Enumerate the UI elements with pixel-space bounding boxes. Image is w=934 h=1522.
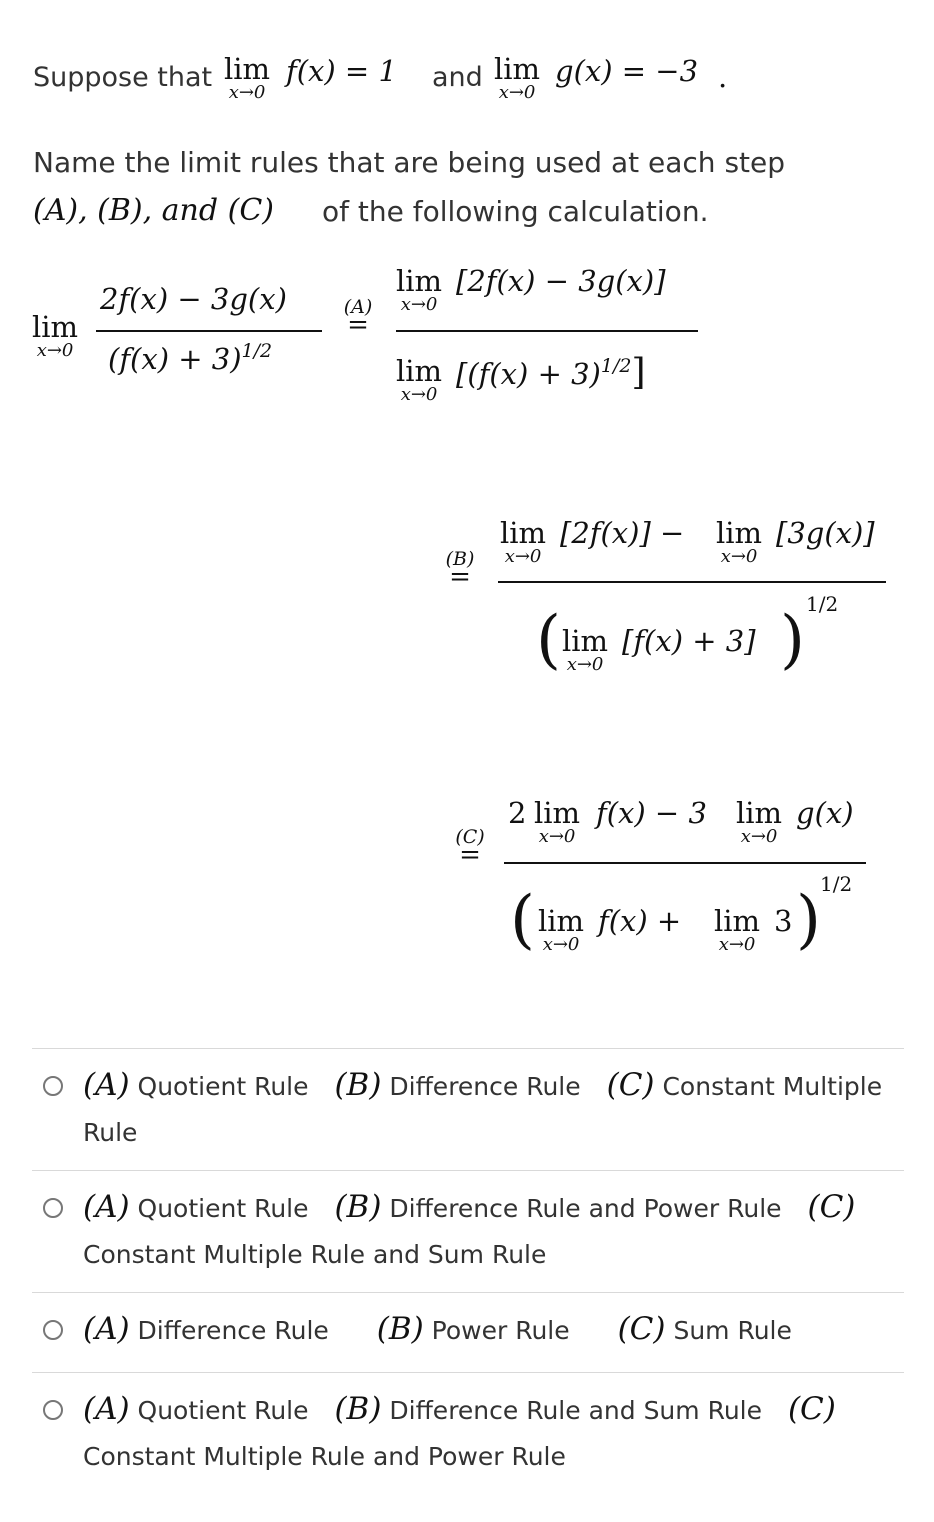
stepC-den-lim2 <box>714 906 760 955</box>
stepC-label <box>452 826 488 870</box>
stepA-numerator: [2f(x) − 3g(x)] <box>456 264 666 298</box>
stepC-paren-right: ) <box>796 883 821 957</box>
stepC-paren-left: ( <box>510 883 535 957</box>
stepC-den-part1: f(x) + <box>598 904 682 938</box>
stepA-exponent: 1/2 <box>600 355 632 377</box>
intro-and: and <box>432 62 483 93</box>
lim-word: lim <box>224 52 271 86</box>
step0-lim <box>32 312 78 361</box>
intro-suppose: Suppose that <box>33 62 213 93</box>
option-label-b: (B) <box>334 1391 382 1427</box>
option-label-a: (A) <box>83 1391 130 1427</box>
option-label-c: (C) <box>617 1311 666 1347</box>
stepB-num-lim1 <box>500 518 546 567</box>
option-2-b-text: Difference Rule and Power Rule <box>389 1194 782 1223</box>
option-label-b: (B) <box>334 1067 382 1103</box>
option-label-a: (A) <box>83 1311 130 1347</box>
step0-fraction-bar <box>96 330 322 332</box>
option-4-c-text: Constant Multiple Rule and Power Rule <box>83 1442 566 1471</box>
lim-word: lim <box>500 516 547 550</box>
stepB-label <box>442 548 478 592</box>
intro-lim-g <box>494 54 540 103</box>
stepB-num-part2: [3g(x)] <box>776 516 875 550</box>
option-label-b: (B) <box>376 1311 424 1347</box>
stepA-close-bracket: ] <box>631 352 646 393</box>
lim-sub: x→0 <box>504 546 542 567</box>
lim-sub: x→0 <box>400 384 438 405</box>
stepC-fraction-bar <box>504 862 866 864</box>
stepB-fraction-bar <box>498 581 886 583</box>
stepA-denominator <box>456 352 645 393</box>
option-3-c-text: Sum Rule <box>673 1316 792 1345</box>
stepB-label-text: (B) <box>445 548 475 570</box>
stepA-fraction-bar <box>396 330 698 332</box>
option-3[interactable] <box>83 1306 893 1354</box>
stepA-den-lim <box>396 356 442 405</box>
option-3-b-text: Power Rule <box>431 1316 570 1345</box>
stepC-num-lim2 <box>736 798 782 847</box>
stepA-label-text: (A) <box>343 296 373 318</box>
lim-sub: x→0 <box>740 826 778 847</box>
stepB-num-part1: [2f(x)] − <box>560 516 685 550</box>
divider <box>32 1372 904 1373</box>
stepB-den-lim <box>562 626 608 675</box>
lim-sub: x→0 <box>538 826 576 847</box>
lim-sub: x→0 <box>542 934 580 955</box>
stepC-exponent: 1/2 <box>820 872 853 896</box>
option-4-a-text: Quotient Rule <box>137 1396 309 1425</box>
option-label-c: (C) <box>807 1189 856 1225</box>
equals-sign: = <box>347 310 369 340</box>
instruction-labels: (A), (B), and (C) <box>33 193 274 228</box>
intro-lim-f <box>224 54 270 103</box>
lim-word: lim <box>716 516 763 550</box>
lim-sub: x→0 <box>228 82 266 103</box>
lim-sub: x→0 <box>498 82 536 103</box>
lim-word: lim <box>396 264 443 298</box>
step0-exponent: 1/2 <box>241 340 273 362</box>
divider <box>32 1170 904 1171</box>
stepC-label-text: (C) <box>455 826 485 848</box>
option-label-a: (A) <box>83 1067 130 1103</box>
stepC-num-coef1: 2 <box>508 796 527 830</box>
divider <box>32 1292 904 1293</box>
stepC-num-part1: f(x) − 3 <box>596 796 707 830</box>
stepB-num-lim2 <box>716 518 762 567</box>
stepA-label <box>340 296 376 340</box>
stepA-num-lim <box>396 266 442 315</box>
lim-word: lim <box>494 52 541 86</box>
lim-word: lim <box>714 904 761 938</box>
option-2[interactable] <box>83 1184 893 1278</box>
instruction-line2: of the following calculation. <box>322 195 709 228</box>
option-label-c: (C) <box>606 1067 655 1103</box>
stepA-den-base: [(f(x) + 3) <box>456 357 601 391</box>
option-1-c-text: Constant Multiple Rule <box>83 1072 883 1147</box>
option-2-c-text: Constant Multiple Rule and Sum Rule <box>83 1240 547 1269</box>
stepB-exponent: 1/2 <box>806 592 839 616</box>
option-4[interactable] <box>83 1386 893 1480</box>
lim-word: lim <box>32 310 79 344</box>
option-label-c: (C) <box>787 1391 836 1427</box>
lim-sub: x→0 <box>36 340 74 361</box>
step0-denominator <box>108 340 272 376</box>
option-label-b: (B) <box>334 1189 382 1225</box>
option-1[interactable] <box>83 1062 893 1156</box>
step0-den-base: (f(x) + 3) <box>108 342 242 376</box>
stepB-denominator: [f(x) + 3] <box>622 624 756 658</box>
stepB-paren-left: ( <box>536 603 561 677</box>
lim-sub: x→0 <box>720 546 758 567</box>
lim-word: lim <box>736 796 783 830</box>
option-1-radio[interactable] <box>43 1076 63 1096</box>
stepC-num-lim1 <box>534 798 580 847</box>
intro-g-limit: g(x) = −3 <box>555 54 699 88</box>
equals-sign: = <box>459 840 481 870</box>
option-4-b-text: Difference Rule and Sum Rule <box>389 1396 762 1425</box>
divider <box>32 1048 904 1049</box>
lim-sub: x→0 <box>718 934 756 955</box>
option-1-a-text: Quotient Rule <box>137 1072 309 1101</box>
lim-sub: x→0 <box>566 654 604 675</box>
intro-f-limit: f(x) = 1 <box>286 54 397 88</box>
option-2-a-text: Quotient Rule <box>137 1194 309 1223</box>
stepB-paren-right: ) <box>780 603 805 677</box>
equals-sign: = <box>449 562 471 592</box>
lim-word: lim <box>396 354 443 388</box>
stepC-den-lim1 <box>538 906 584 955</box>
option-4-radio[interactable] <box>43 1400 63 1420</box>
intro-period: . <box>718 60 728 94</box>
lim-word: lim <box>538 904 585 938</box>
option-3-a-text: Difference Rule <box>137 1316 329 1345</box>
step0-numerator: 2f(x) − 3g(x) <box>100 282 287 316</box>
stepC-den-part2: 3 <box>774 904 793 938</box>
option-label-a: (A) <box>83 1189 130 1225</box>
instruction-line1: Name the limit rules that are being used at each step <box>33 146 786 179</box>
option-2-radio[interactable] <box>43 1198 63 1218</box>
lim-word: lim <box>562 624 609 658</box>
stepC-num-part2: g(x) <box>796 796 854 830</box>
option-3-radio[interactable] <box>43 1320 63 1340</box>
lim-sub: x→0 <box>400 294 438 315</box>
lim-word: lim <box>534 796 581 830</box>
option-1-b-text: Difference Rule <box>389 1072 581 1101</box>
